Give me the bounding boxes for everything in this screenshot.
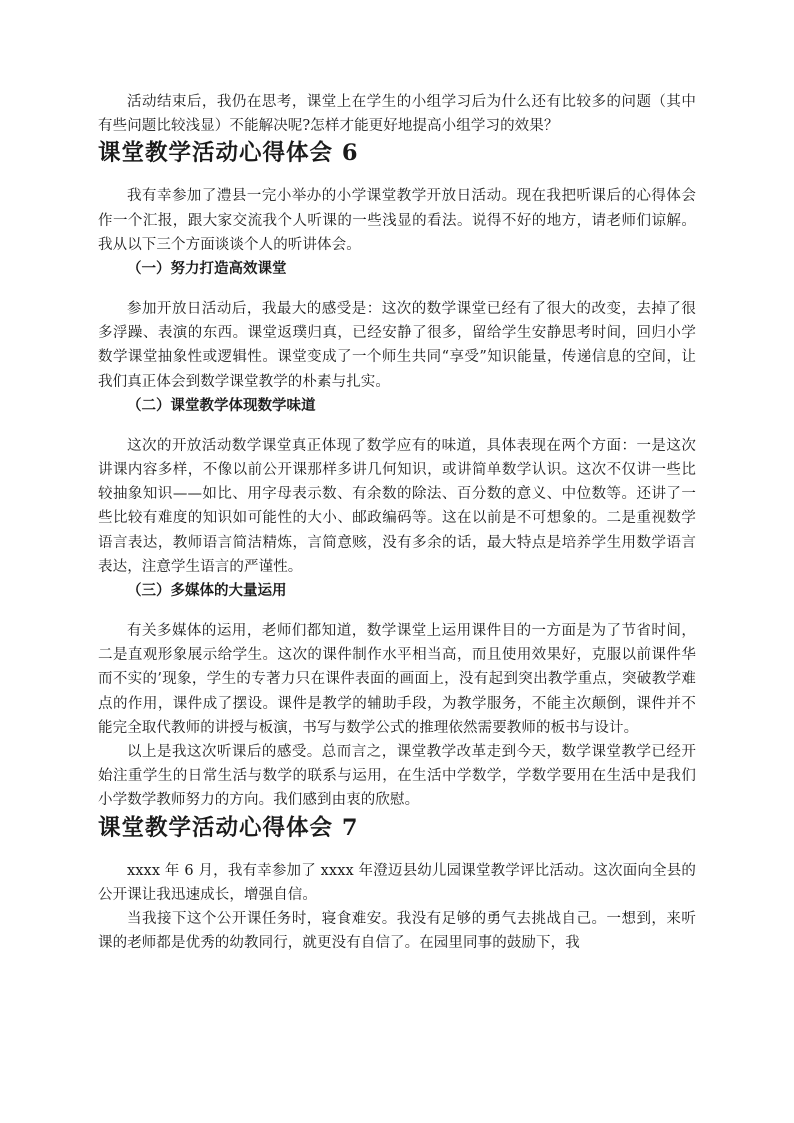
section-7-title: 课堂教学活动心得体会 7 bbox=[98, 814, 359, 841]
section-6-title: 课堂教学活动心得体会 6 bbox=[98, 140, 359, 167]
section-7-paragraph-1: xxxx 年 6 月，我有幸参加了 xxxx 年澄迈县幼儿园课堂教学评比活动。这次面向全县的公开课让我迅速成长，增强自信。 bbox=[98, 862, 696, 903]
subsection-1-body: 参加开放日活动后，我最大的感受是：这次的数学课堂已经有了很大的改变，去掉了很多浮躁、表演的东西。课堂返璞归真，已经安静了很多，留给学生安静思考时间，回归小学数学课堂抽象性或逻辑性。课堂变成了一个师生共同“享受”知识能量，传递信息的空间，让我们真正体会到数学课堂教学的朴素与扎实。 bbox=[98, 301, 696, 390]
subsection-3-heading: （三）多媒体的大量运用 bbox=[127, 583, 287, 600]
subsection-3-body: 有关多媒体的运用，老师们都知道，数学课堂上运用课件目的一方面是为了节省时间，二是直观形象展示给学生。这次的课件制作水平相当高，而且使用效果好，克服以前课件华而不实的’现象，学生的专著力只在课件表面的画面上，没有起到突出教学重点，突破教学难点的作用，课件成了摆设。课件是教学的辅助手段，为教学服务，不能主次颠倒，课件并不能完全取代教师的讲授与板演，书写与数学公式的推理依然需要教师的板书与设计。 bbox=[98, 623, 696, 736]
subsection-1-heading: （一）努力打造高效课堂 bbox=[127, 261, 287, 278]
subsection-2-heading: （二）课堂教学体现数学味道 bbox=[127, 397, 316, 414]
subsection-2-body: 这次的开放活动数学课堂真正体现了数学应有的味道，具体表现在两个方面：一是这次讲课内容多样，不像以前公开课那样多讲几何知识，或讲简单数学认识。这次不仅讲一些比较抽象知识——如比、用字母表示数、有余数的除法、百分数的意义、中位数等。还讲了一些比较有难度的知识如可能性的大小、邮政编码等。这在以前是不可想象的。二是重视数学语言表达，教师语言简洁精炼，言简意赅，没有多余的话，最大特点是培养学生用数学语言表达，注意学生语言的严谨性。 bbox=[98, 437, 696, 575]
document-content bbox=[98, 90, 696, 955]
intro-paragraph: 活动结束后，我仍在思考，课堂上在学生的小组学习后为什么还有比较多的问题（其中有些问题比较浅显）不能解决呢?怎样才能更好地提高小组学习的效果？ bbox=[98, 94, 696, 135]
section-6-intro: 我有幸参加了澧县一完小举办的小学课堂教学开放日活动。现在我把听课后的心得体会作一个汇报，跟大家交流我个人听课的一些浅显的看法。说得不好的地方，请老师们谅解。我从以下三个方面谈谈个人的听讲体会。 bbox=[98, 188, 696, 253]
section-7-paragraph-2: 当我接下这个公开课任务时，寝食难安。我没有足够的勇气去挑战自己。一想到，来听课的老师都是优秀的幼教同行，就更没有自信了。在园里同事的鼓励下，我 bbox=[98, 911, 696, 952]
section-6-conclusion: 以上是我这次听课后的感受。总而言之，课堂教学改革走到今天，数学课堂教学已经开始注重学生的日常生活与数学的联系与运用，在生活中学数学，学数学要用在生活中是我们小学数学教师努力的方向。我们感到由衷的欣慰。 bbox=[98, 744, 696, 809]
